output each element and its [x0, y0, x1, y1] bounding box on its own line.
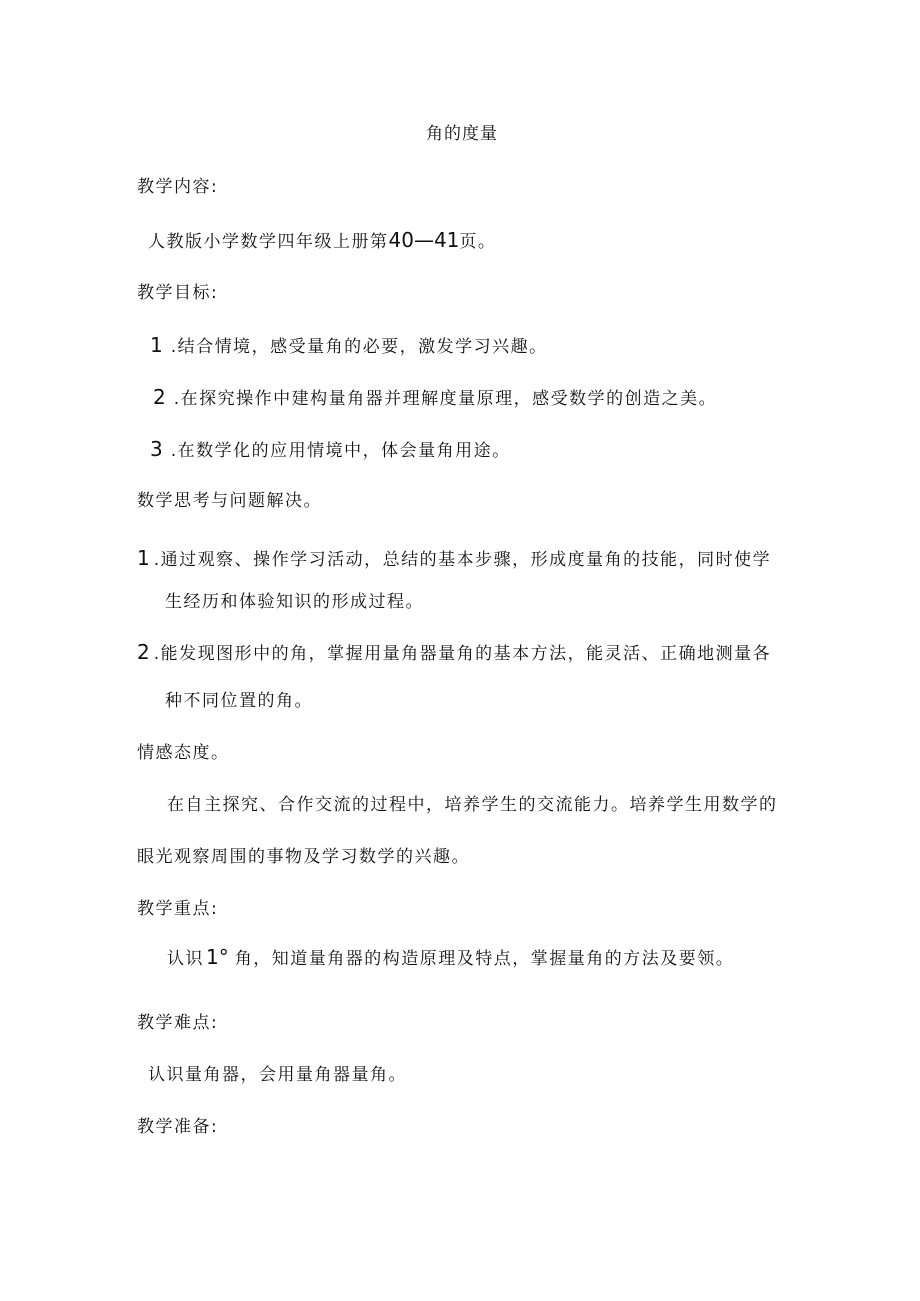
page-range: 40—41: [388, 228, 460, 252]
key-suffix: 角，知道量角器的构造原理及特点，掌握量角的方法及要领。: [234, 949, 735, 969]
goal-text: .在数学化的应用情境中，体会量角用途。: [170, 441, 511, 461]
thinking-text-line1: .通过观察、操作学习活动，总结的基本步骤，形成度量角的技能，同时使学: [153, 550, 772, 570]
attitude-text-line1: 在自主探究、合作交流的过程中，培养学生的交流能力。培养学生用数学的: [167, 795, 778, 815]
goal-item: [150, 437, 511, 463]
thinking-text-line2: 生经历和体验知识的形成过程。: [165, 592, 424, 612]
thinking-heading: 数学思考与问题解决。: [137, 491, 322, 511]
thinking-item: [137, 546, 771, 572]
goal-text: .结合情境，感受量角的必要，激发学习兴趣。: [170, 337, 548, 357]
key-prefix: 认识: [167, 949, 204, 969]
attitude-heading: 情感态度。: [137, 743, 230, 763]
prep-heading: 教学准备:: [137, 1117, 219, 1137]
goal-number: 2: [153, 385, 166, 409]
key-heading: 教学重点:: [137, 899, 219, 919]
difficult-heading: 教学难点:: [137, 1013, 219, 1033]
content-prefix: 人教版小学数学四年级上册第: [148, 232, 389, 252]
goal-number: 1: [150, 333, 163, 357]
content-text: [148, 228, 496, 254]
content-suffix: 页。: [459, 232, 497, 252]
difficult-text: 认识量角器，会用量角器量角。: [148, 1065, 407, 1085]
key-degree: 1°: [206, 945, 229, 969]
goal-item: [150, 333, 548, 359]
document-title: 角的度量: [426, 124, 498, 144]
key-text: [167, 945, 734, 971]
goal-number: 3: [150, 437, 163, 461]
goal-item: [153, 385, 717, 411]
goals-heading: 教学目标:: [137, 283, 219, 303]
thinking-item: [137, 640, 771, 666]
thinking-number: 2: [137, 640, 150, 664]
goal-text: .在探究操作中建构量角器并理解度量原理，感受数学的创造之美。: [173, 389, 718, 409]
thinking-text-line1: .能发现图形中的角，掌握用量角器量角的基本方法，能灵活、正确地测量各: [153, 644, 772, 664]
thinking-number: 1: [137, 546, 150, 570]
attitude-text-line2: 眼光观察周围的事物及学习数学的兴趣。: [137, 847, 470, 867]
content-heading: 教学内容:: [137, 177, 219, 197]
thinking-text-line2: 种不同位置的角。: [165, 691, 313, 711]
